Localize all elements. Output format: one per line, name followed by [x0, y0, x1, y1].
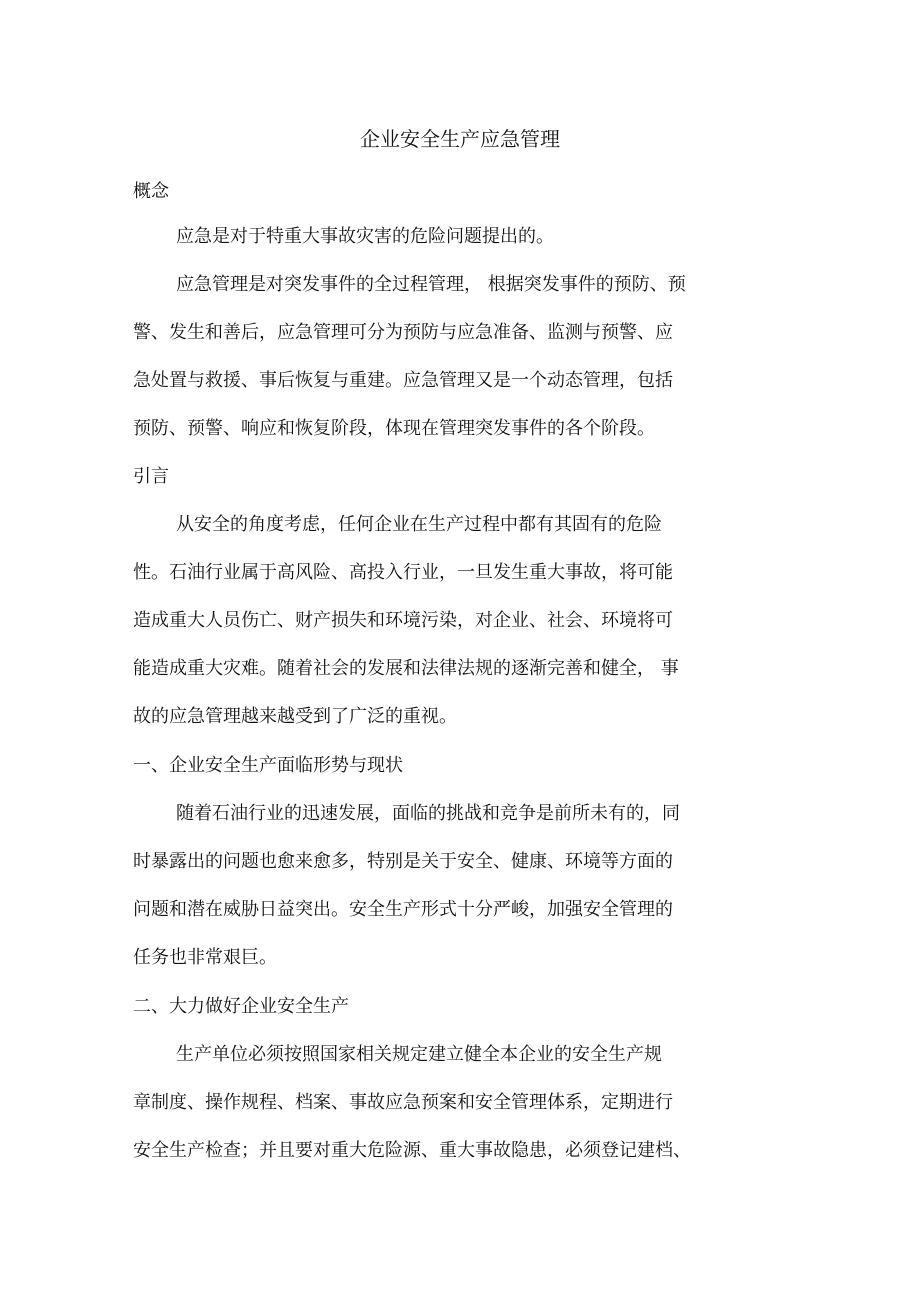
- section-1-paragraph-line: 任务也非常艰巨。: [133, 947, 277, 968]
- section-1-paragraph-line: 随着石油行业的迅速发展，面临的挑战和竞争是前所未有的，同: [176, 803, 680, 824]
- section-1-paragraph-line: 问题和潜在威胁日益突出。安全生产形式十分严峻，加强安全管理的: [133, 899, 673, 920]
- section-2-paragraph-line: 安全生产检查；并且要对重大危险源、重大事故隐患，必须登记建档、: [133, 1140, 691, 1161]
- section-heading-2: 二、大力做好企业安全生产: [133, 996, 349, 1017]
- document-title: 企业安全生产应急管理: [360, 127, 560, 151]
- intro-paragraph-line: 能造成重大灾难。随着社会的发展和法律法规的逐渐完善和健全， 事: [133, 658, 679, 679]
- section-2-paragraph-line: 生产单位必须按照国家相关规定建立健全本企业的安全生产规: [176, 1044, 662, 1065]
- intro-paragraph-line: 从安全的角度考虑，任何企业在生产过程中都有其固有的危险: [176, 514, 662, 535]
- intro-paragraph-line: 故的应急管理越来越受到了广泛的重视。: [133, 706, 457, 727]
- section-heading-concept: 概念: [133, 181, 169, 202]
- intro-paragraph-line: 造成重大人员伤亡、财产损失和环境污染，对企业、社会、环境将可: [133, 610, 673, 631]
- section-2-paragraph-line: 章制度、操作规程、档案、事故应急预案和安全管理体系，定期进行: [133, 1092, 673, 1113]
- concept-paragraph-2-line: 急处置与救援、事后恢复与重建。应急管理又是一个动态管理，包括: [133, 370, 673, 391]
- concept-paragraph-2-line: 预防、预警、响应和恢复阶段，体现在管理突发事件的各个阶段。: [133, 418, 655, 439]
- section-1-paragraph-line: 时暴露出的问题也愈来愈多，特别是关于安全、健康、环境等方面的: [133, 851, 673, 872]
- intro-paragraph-line: 性。石油行业属于高风险、高投入行业，一旦发生重大事故，将可能: [133, 562, 673, 583]
- concept-paragraph-2-line: 警、发生和善后，应急管理可分为预防与应急准备、监测与预警、应: [133, 322, 673, 343]
- concept-paragraph-1-line: 应急是对于特重大事故灾害的危险问题提出的。: [176, 226, 554, 247]
- concept-paragraph-2-line: 应急管理是对突发事件的全过程管理， 根据突发事件的预防、预: [176, 274, 686, 295]
- section-heading-1: 一、企业安全生产面临形势与现状: [133, 755, 403, 776]
- section-heading-intro: 引言: [133, 466, 169, 487]
